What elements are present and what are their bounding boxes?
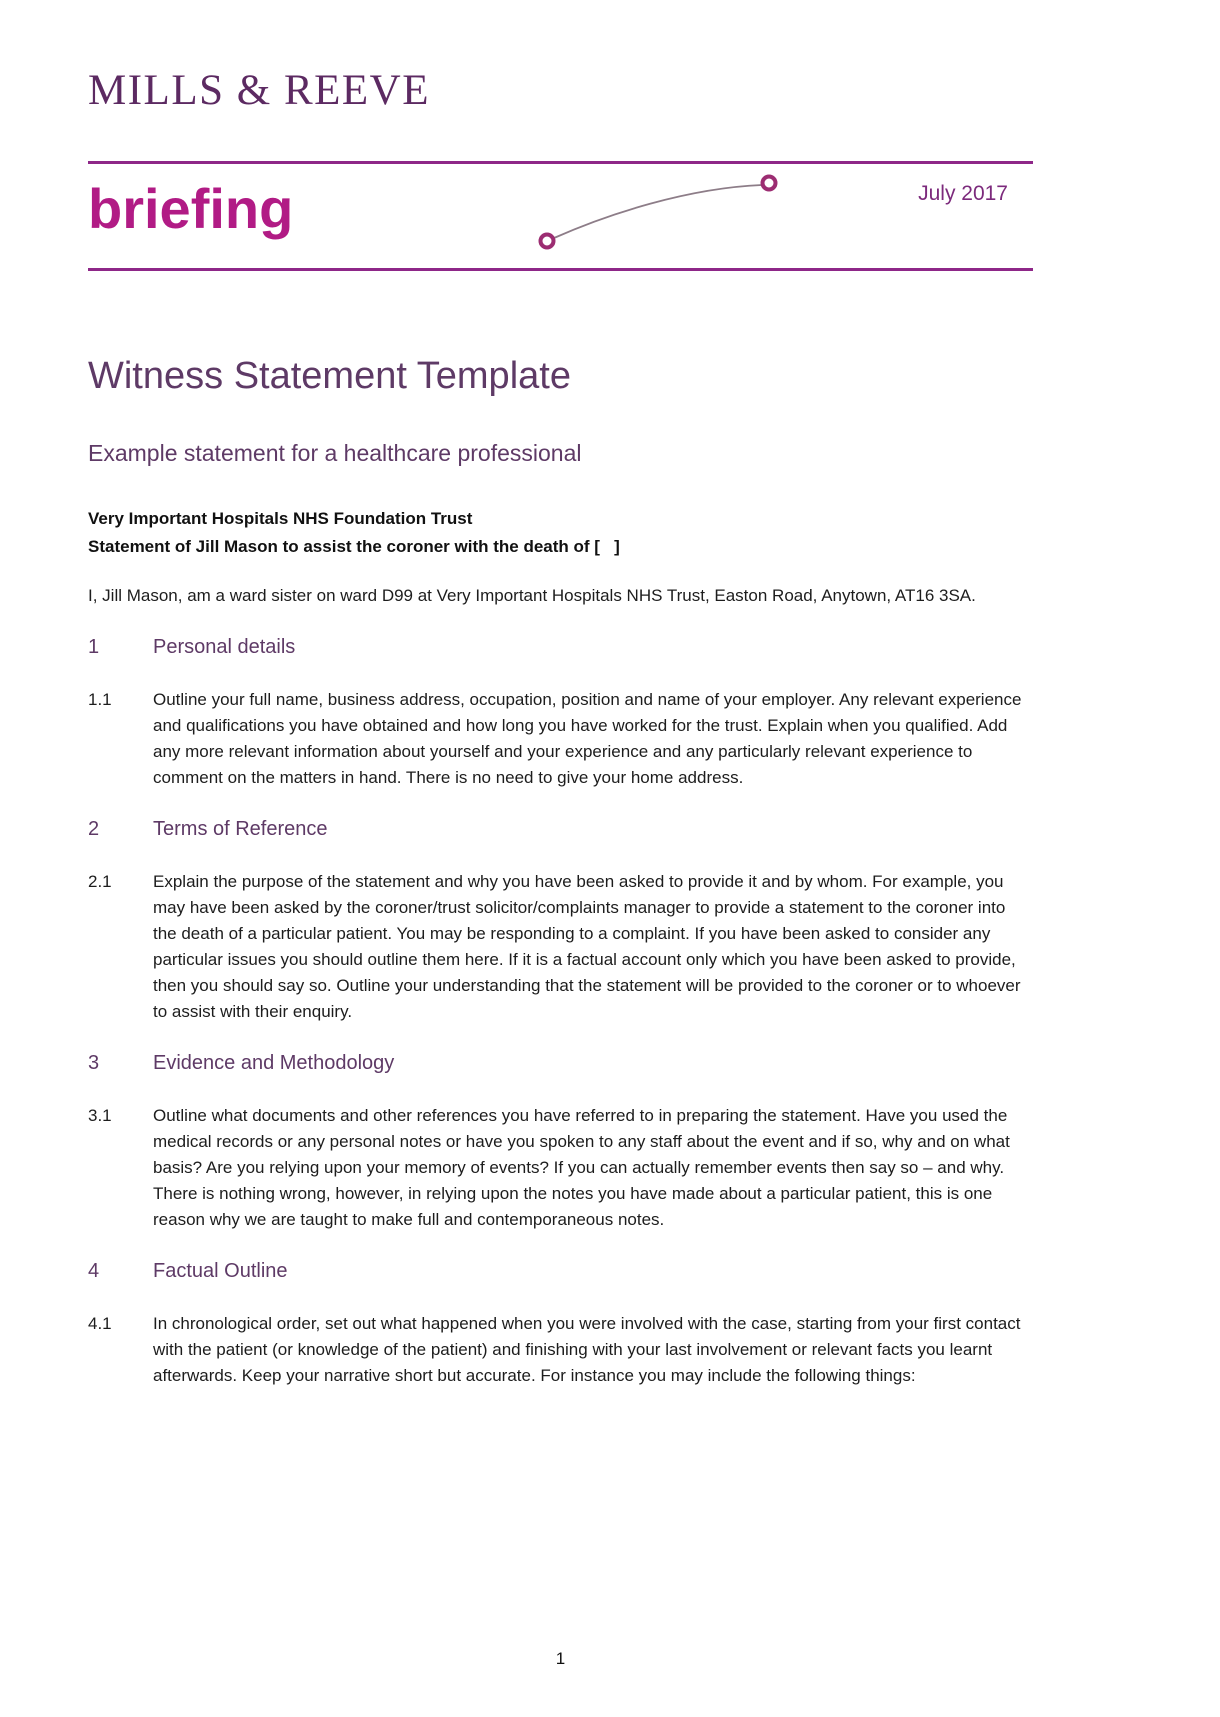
page-content [88, 66, 1033, 1389]
intro-paragraph: I, Jill Mason, am a ward sister on ward D99 at Very Important Hospitals NHS Trust, Easton Road, Anytown, AT16 3SA. [88, 586, 976, 605]
paragraph-text: Outline what documents and other references you have referred to in preparing the statement. Have you used the medical records or any personal notes or have you spoken to any staff about the event and if so, why and on what basis? Are you relying upon your memory of events? If you can actually remember events then say so – and why. There is nothing wrong, however, in relying upon the notes you have made about a particular patient, this is one reason why we are taught to make full and contemporaneous notes. [153, 1106, 1010, 1229]
section-heading-label: Terms of Reference [153, 818, 328, 840]
section-terms-of-reference [88, 815, 1033, 1025]
section-evidence-and-methodology [88, 1049, 1033, 1233]
numbered-paragraph [88, 1311, 1033, 1389]
page-number: 1 [555, 1649, 566, 1668]
section-heading-label: Personal details [153, 636, 296, 658]
document-subtitle: Example statement for a healthcare professional [88, 440, 582, 466]
statement-header [88, 505, 1033, 561]
paragraph-text: In chronological order, set out what happened when you were involved with the case, starting from your first contact with the patient (or knowledge of the patient) and finishing with your last involvement or relevant facts you learnt afterwards. Keep your narrative short but accurate. For instance you may include the following things: [153, 1314, 1021, 1385]
section-heading [88, 1049, 1033, 1077]
paragraph-number: 3.1 [88, 1106, 112, 1125]
section-heading [88, 633, 1033, 661]
paragraph-text: Outline your full name, business address, occupation, position and name of your employer. Any relevant experience and qualifications you have obtained and how long you have worked for the trust. Explain when you qualified. Add any more relevant information about yourself and your experience and any particularly relevant experience to comment on the matters in hand. There is no need to give your home address. [153, 690, 1022, 787]
numbered-paragraph [88, 869, 1033, 1025]
briefing-brand-title: briefing [88, 177, 294, 240]
section-heading-label: Evidence and Methodology [153, 1052, 395, 1074]
section-personal-details [88, 633, 1033, 791]
numbered-paragraph [88, 687, 1033, 791]
section-number: 2 [88, 818, 100, 840]
section-heading [88, 815, 1033, 843]
statement-header-line1: Very Important Hospitals NHS Foundation Trust [88, 509, 473, 528]
paragraph-number: 1.1 [88, 690, 112, 709]
paragraph-number: 2.1 [88, 872, 112, 891]
document-title: Witness Statement Template [88, 355, 571, 397]
masthead [88, 164, 1033, 268]
section-number: 3 [88, 1052, 100, 1074]
paragraph-text: Explain the purpose of the statement and why you have been asked to provide it and by whom. For example, you may have been asked by the coroner/trust solicitor/complaints manager to provide a statement to the coroner into the death of a particular patient. You may be responding to a complaint. If you have been asked to consider any particular issues you should outline them here. If it is a factual account only which you have been asked to provide, then you should say so. Outline your understanding that the statement will be provided to the coroner or to whoever to assist with their enquiry. [153, 872, 1021, 1021]
issue-date: July 2017 [918, 182, 1008, 205]
section-number: 1 [88, 636, 100, 658]
section-heading-label: Factual Outline [153, 1260, 288, 1282]
paragraph-number: 4.1 [88, 1314, 112, 1333]
masthead-bottom-rule [88, 268, 1033, 271]
decorative-curve-graphic [538, 172, 788, 256]
statement-header-line2: Statement of Jill Mason to assist the coroner with the death of [ ] [88, 537, 620, 556]
numbered-paragraph [88, 1103, 1033, 1233]
section-number: 4 [88, 1260, 100, 1282]
section-factual-outline [88, 1257, 1033, 1389]
section-heading [88, 1257, 1033, 1285]
mills-and-reeve-logo: MILLS & REEVE [88, 67, 430, 114]
